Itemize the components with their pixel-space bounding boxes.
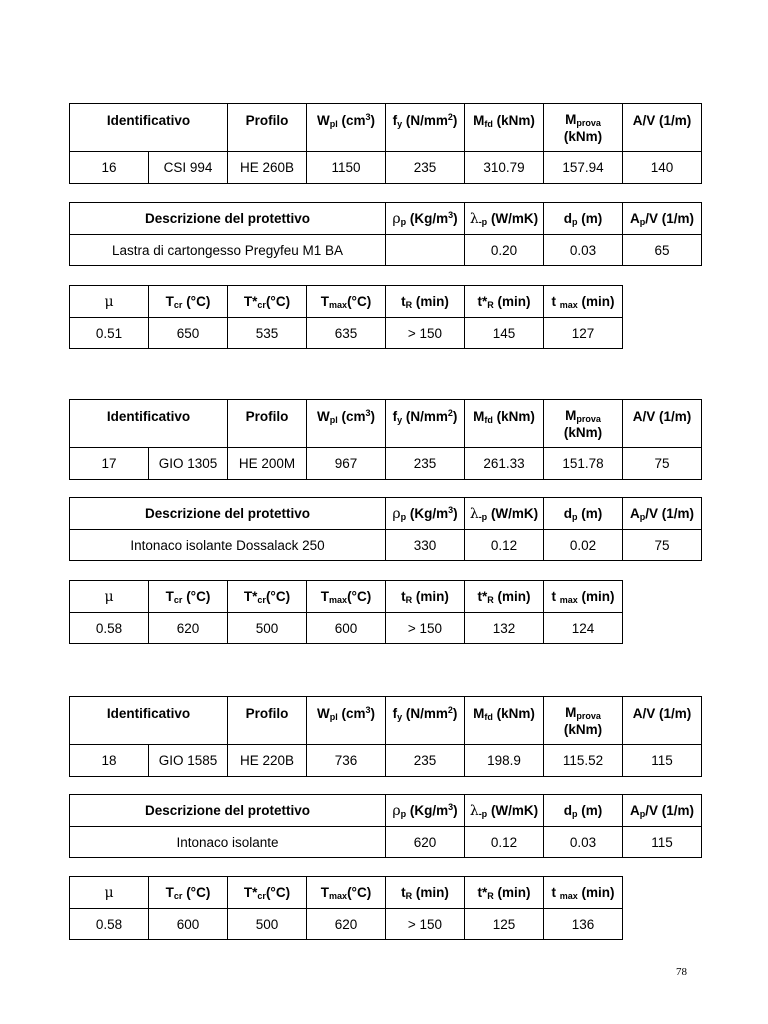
tr-star-value: 125 (465, 909, 544, 940)
profile-data-row (70, 448, 702, 480)
protective-header-row (70, 203, 702, 235)
fy-value: 235 (386, 448, 465, 480)
mfd-header: $M_{fd}$ (kNm) (465, 104, 544, 152)
tmax-value: 600 (307, 613, 386, 644)
protective-header-row (70, 795, 702, 827)
mu-value: 0.51 (70, 318, 149, 349)
tcr-value: 650 (149, 318, 228, 349)
tr-star-header: $t*_R$ (min) (465, 286, 544, 318)
tr-header: $t_R$ (min) (386, 286, 465, 318)
av-header: A/V (1/m) (623, 104, 702, 152)
wpl-value: 1150 (307, 152, 386, 184)
tcr-value: 600 (149, 909, 228, 940)
tr-header: $t_R$ (min) (386, 877, 465, 909)
mu-header: μ (70, 581, 149, 613)
apv-header: $A_p/V$ (1/m) (623, 795, 702, 827)
protective-table-18 (69, 794, 702, 858)
lambda-header: $\lambda_{-p}$ (W/mK) (465, 203, 544, 235)
fy-value: 235 (386, 152, 465, 184)
mprova-header: $M_{prova}$ (kNm) (544, 697, 623, 745)
tr-star-value: 145 (465, 318, 544, 349)
identificativo-header: Identificativo (70, 697, 228, 745)
tmax-header: $T_{max}(^\circ C)$ (307, 581, 386, 613)
protective-table-17 (69, 497, 702, 561)
lambda-value: 0.12 (465, 530, 544, 561)
profile-table-17 (69, 399, 702, 480)
temperature-header-row (70, 286, 623, 318)
mprova-value: 151.78 (544, 448, 623, 480)
temperature-data-row (70, 318, 623, 349)
profile-header-row (70, 697, 702, 745)
mu-value: 0.58 (70, 909, 149, 940)
tr-value: > 150 (386, 613, 465, 644)
protective-data-row (70, 235, 702, 266)
tmax-time-value: 136 (544, 909, 623, 940)
page-number: 78 (676, 966, 687, 978)
apv-value: 65 (623, 235, 702, 266)
tr-star-value: 132 (465, 613, 544, 644)
protective-data-row (70, 827, 702, 858)
av-value: 140 (623, 152, 702, 184)
profilo-header: Profilo (228, 104, 307, 152)
wpl-value: 736 (307, 745, 386, 777)
tr-star-header: $t*_R$ (min) (465, 877, 544, 909)
tr-header: $t_R$ (min) (386, 581, 465, 613)
mu-header: μ (70, 286, 149, 318)
descrizione-header: Descrizione del protettivo (70, 203, 386, 235)
profile-data-row (70, 745, 702, 777)
descrizione-value: Intonaco isolante (70, 827, 386, 858)
tcr-star-header: $T*_{cr}(^\circ C)$ (228, 581, 307, 613)
tmax-time-header: t $_{max}$ (min) (544, 877, 623, 909)
fy-header: $f_y$ $(N/mm^2)$ (386, 104, 465, 152)
rho-value: 330 (386, 530, 465, 561)
mprova-value: 157.94 (544, 152, 623, 184)
tcr-star-header: $T*_{cr}(^\circ C)$ (228, 286, 307, 318)
mfd-value: 310.79 (465, 152, 544, 184)
av-value: 115 (623, 745, 702, 777)
tr-value: > 150 (386, 318, 465, 349)
temperature-table-17 (69, 580, 623, 644)
protective-table-16 (69, 202, 702, 266)
wpl-value: 967 (307, 448, 386, 480)
wpl-header: $W_{pl}$ $(cm^3)$ (307, 104, 386, 152)
profile-data-row (70, 152, 702, 184)
lambda-header: $\lambda_{-p}$ (W/mK) (465, 795, 544, 827)
lambda-header: $\lambda_{-p}$ (W/mK) (465, 498, 544, 530)
tr-value: > 150 (386, 909, 465, 940)
rho-header: $\rho_p$ $(Kg/m^3)$ (386, 795, 465, 827)
tmax-value: 635 (307, 318, 386, 349)
descrizione-header: Descrizione del protettivo (70, 498, 386, 530)
protective-header-row (70, 498, 702, 530)
specimen-id: CSI 994 (149, 152, 228, 184)
identificativo-header: Identificativo (70, 104, 228, 152)
wpl-header: $W_{pl}$ $(cm^3)$ (307, 697, 386, 745)
tmax-time-header: t $_{max}$ (min) (544, 286, 623, 318)
profile-table-18 (69, 696, 702, 777)
specimen-number: 17 (70, 448, 149, 480)
tmax-header: $T_{max}(^\circ C)$ (307, 877, 386, 909)
tcr-header: $T_{cr}$ (°C) (149, 581, 228, 613)
tr-star-header: $t*_R$ (min) (465, 581, 544, 613)
identificativo-header: Identificativo (70, 400, 228, 448)
mprova-value: 115.52 (544, 745, 623, 777)
lambda-value: 0.12 (465, 827, 544, 858)
tmax-time-header: t $_{max}$ (min) (544, 581, 623, 613)
dp-header: $d_p$ (m) (544, 795, 623, 827)
rho-header: $\rho_p$ $(Kg/m^3)$ (386, 498, 465, 530)
mu-value: 0.58 (70, 613, 149, 644)
profile-header-row (70, 104, 702, 152)
apv-value: 115 (623, 827, 702, 858)
tmax-value: 620 (307, 909, 386, 940)
temperature-data-row (70, 909, 623, 940)
mprova-header: $M_{prova}$ (kNm) (544, 104, 623, 152)
tmax-time-value: 124 (544, 613, 623, 644)
mprova-header: $M_{prova}$ (kNm) (544, 400, 623, 448)
apv-value: 75 (623, 530, 702, 561)
mu-header: μ (70, 877, 149, 909)
profile-header-row (70, 400, 702, 448)
apv-header: $A_p/V$ (1/m) (623, 498, 702, 530)
rho-value (386, 235, 465, 266)
temperature-data-row (70, 613, 623, 644)
dp-value: 0.02 (544, 530, 623, 561)
descrizione-header: Descrizione del protettivo (70, 795, 386, 827)
av-header: A/V (1/m) (623, 697, 702, 745)
mfd-header: $M_{fd}$ (kNm) (465, 400, 544, 448)
profilo-header: Profilo (228, 400, 307, 448)
lambda-value: 0.20 (465, 235, 544, 266)
tcr-header: $T_{cr}$ (°C) (149, 877, 228, 909)
mfd-value: 261.33 (465, 448, 544, 480)
temperature-table-16 (69, 285, 623, 349)
dp-header: $d_p$ (m) (544, 498, 623, 530)
specimen-number: 18 (70, 745, 149, 777)
temperature-header-row (70, 581, 623, 613)
temperature-header-row (70, 877, 623, 909)
tcr-star-value: 500 (228, 613, 307, 644)
fy-header: $f_y$ $(N/mm^2)$ (386, 400, 465, 448)
fy-value: 235 (386, 745, 465, 777)
descrizione-value: Lastra di cartongesso Pregyfeu M1 BA (70, 235, 386, 266)
temperature-table-18 (69, 876, 623, 940)
tcr-value: 620 (149, 613, 228, 644)
av-header: A/V (1/m) (623, 400, 702, 448)
profilo-header: Profilo (228, 697, 307, 745)
dp-header: $d_p$ (m) (544, 203, 623, 235)
apv-header: $A_p/V$ (1/m) (623, 203, 702, 235)
specimen-id: GIO 1585 (149, 745, 228, 777)
mfd-value: 198.9 (465, 745, 544, 777)
tcr-star-value: 535 (228, 318, 307, 349)
specimen-id: GIO 1305 (149, 448, 228, 480)
rho-header: $\rho_p$ $(Kg/m^3)$ (386, 203, 465, 235)
descrizione-value: Intonaco isolante Dossalack 250 (70, 530, 386, 561)
profile-table-16 (69, 103, 702, 184)
specimen-number: 16 (70, 152, 149, 184)
av-value: 75 (623, 448, 702, 480)
protective-data-row (70, 530, 702, 561)
tmax-time-value: 127 (544, 318, 623, 349)
tmax-header: $T_{max}(^\circ C)$ (307, 286, 386, 318)
tcr-header: $T_{cr}$ (°C) (149, 286, 228, 318)
profilo-value: HE 220B (228, 745, 307, 777)
profilo-value: HE 200M (228, 448, 307, 480)
tcr-star-value: 500 (228, 909, 307, 940)
dp-value: 0.03 (544, 235, 623, 266)
tcr-star-header: $T*_{cr}(^\circ C)$ (228, 877, 307, 909)
wpl-header: $W_{pl}$ $(cm^3)$ (307, 400, 386, 448)
mfd-header: $M_{fd}$ (kNm) (465, 697, 544, 745)
fy-header: $f_y$ $(N/mm^2)$ (386, 697, 465, 745)
dp-value: 0.03 (544, 827, 623, 858)
profilo-value: HE 260B (228, 152, 307, 184)
rho-value: 620 (386, 827, 465, 858)
